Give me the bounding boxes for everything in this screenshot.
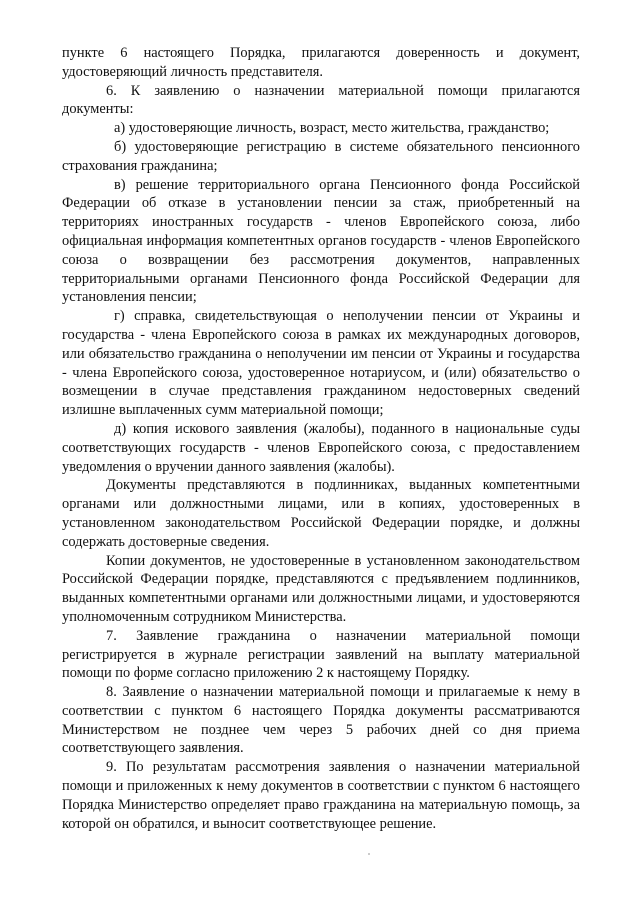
paragraph-item-9: 9. По результатам рассмотрения заявления о назначении материальной помощи и приложенных к нему документов в соответствии с пунктом 6 настоящего Порядка Министерство определяет право гражданина на материальную помощь, за которой он обратился, и выносит соответствующее решение.: [62, 759, 580, 832]
paragraph-item-8: 8. Заявление о назначении материальной помощи и прилагаемые к нему в соответствии с пунктом 6 настоящего Порядка документы рассматриваются Министерством не позднее чем через 5 рабочих дней со дня приема соответствующего заявления.: [62, 684, 580, 757]
subitem-d: д) копия искового заявления (жалобы), поданного в национальные суды соответствующих государств - членов Европейского союза, с предоставлением уведомления о вручении данного заявления (жалобы).: [62, 420, 580, 475]
subitem-v: в) решение территориального органа Пенсионного фонда Российской Федерации об отказе в установлении пенсии за стаж, приобретенный на территориях иностранных государств - членов Европейского союза, либо официальная информация компетентных органов государств - членов Европейского союза о возвращении без рассмотрения документов, направленных территориальными органами Пенсионного фонда Российской Федерации для установления пенсии;: [62, 176, 580, 306]
paragraph-copies: Копии документов, не удостоверенные в установленном законодательством Российской Федерации порядке, представляются с предъявлением подлинников, выданных компетентными органами или должностными лицами, и удостоверяются уполномоченным сотрудником Министерства.: [62, 552, 580, 625]
subitem-g: г) справка, свидетельствующая о неполучении пенсии от Украины и государства - члена Европейского союза в рамках их международных договоров, или обязательство гражданина о неполучении им пенсии от Украины и государства - члена Европейского союза, удостоверенное нотариусом, и (или) обязательство о возмещении в случае представления гражданином недостоверных сведений излишне выплаченных сумм материальной помощи;: [62, 308, 580, 419]
subitem-a: а) удостоверяющие личность, возраст, место жительства, гражданство;: [114, 120, 550, 137]
paragraph-item-6: 6. К заявлению о назначении материальной помощи прилагаются документы:: [62, 82, 580, 118]
subitem-b: б) удостоверяющие регистрацию в системе обязательного пенсионного страхования гражданина;: [62, 138, 580, 174]
paragraph-item-7: 7. Заявление гражданина о назначении материальной помощи регистрируется в журнале регистрации заявлений на выплату материальной помощи по форме согласно приложению 2 к настоящему Порядку.: [62, 627, 580, 682]
paragraph-documents-originals: Документы представляются в подлинниках, выданных компетентными органами или должностными лицами, или в копиях, удостоверенных в установленном законодательством Российской Федерации порядке, и должны содержать достоверные сведения.: [62, 477, 580, 550]
scan-speck: [368, 853, 370, 855]
paragraph-continuation: пункте 6 настоящего Порядка, прилагаются доверенность и документ, удостоверяющий личность представителя.: [62, 45, 580, 80]
document-body: [62, 44, 580, 833]
